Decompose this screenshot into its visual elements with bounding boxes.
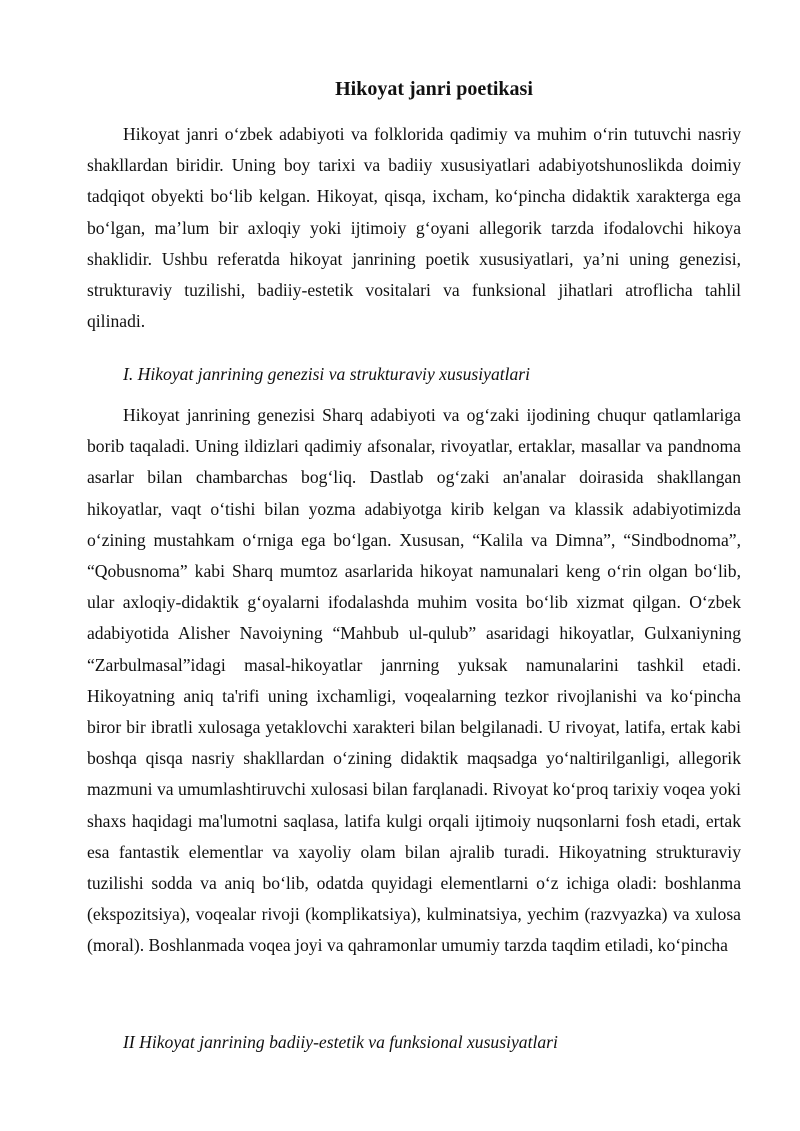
intro-paragraph: Hikoyat janri o‘zbek adabiyoti va folklorida qadimiy va muhim o‘rin tutuvchi nasriy shakllardan biridir. Uning boy tarixi va badiiy xususiyatlari adabiyotshunoslikda doimiy tadqiqot obyekti bo‘lib kelgan. Hikoyat, qisqa, ixcham, ko‘pincha didaktik xarakterga ega bo‘lgan, ma’lum bir axloqiy yoki ijtimoiy g‘oyani allegorik tarzda ifodalovchi hikoya shaklidir. Ushbu referatda hikoyat janrining poetik xususiyatlari, ya’ni uning genezisi, strukturaviy tuzilishi, badiiy-estetik vositalari va funksional jihatlari atroflicha tahlil qilinadi. [87,124,741,332]
section-heading-2: II Hikoyat janrining badiiy-estetik va funksional xususiyatlari [123,1032,558,1052]
section-1-paragraph: Hikoyat janrining genezisi Sharq adabiyoti va og‘zaki ijodining chuqur qatlamlariga borib taqaladi. Uning ildizlari qadimiy afsonalar, rivoyatlar, ertaklar, masallar va pandnoma asarlar bilan chambarchas bog‘liq. Dastlab og‘zaki an'analar doirasida shakllangan hikoyatlar, vaqt o‘tishi bilan yozma adabiyotga kirib kelgan va klassik adabiyotimizda o‘zining mustahkam o‘rniga ega bo‘lgan. Xususan, “Kalila va Dimna”, “Sindbodnoma”, “Qobusnoma” kabi Sharq mumtoz asarlarida hikoyat namunalari keng o‘rin olgan bo‘lib, ular axloqiy-didaktik g‘oyalarni ifodalashda muhim vosita bo‘lib xizmat qilgan. O‘zbek adabiyotida Alisher Navoiyning “Mahbub ul-qulub” asaridagi hikoyatlar, Gulxaniyning “Zarbulmasal”idagi masal-hikoyatlar janrning yuksak namunalarini tashkil etadi. Hikoyatning aniq ta'rifi uning ixchamligi, voqealarning tezkor rivojlanishi va ko‘pincha biror bir ibratli xulosaga yetaklovchi xarakteri bilan belgilanadi. U rivoyat, latifa, ertak kabi boshqa qisqa nasriy shakllardan o‘zining didaktik maqsadga yo‘naltirilganligi, allegorik mazmuni va umumlashtiruvchi xulosasi bilan farqlanadi. Rivoyat ko‘proq tarixiy voqea yoki shaxs haqidagi ma'lumotni saqlasa, latifa kulgi orqali ijtimoiy nuqsonlarni fosh etadi, ertak esa fantastik elementlar va xayoliy olam bilan ajralib turadi. Hikoyatning strukturaviy tuzilishi sodda va aniq bo‘lib, odatda quyidagi elementlarni o‘z ichiga oladi: boshlanma (ekspozitsiya), voqealar rivoji (komplikatsiya), kulminatsiya, yechim (razvyazka) va xulosa (moral). Boshlanmada voqea joyi va qahramonlar umumiy tarzda taqdim etiladi, ko‘pincha [87,405,741,956]
document-title: Hikoyat janri poetikasi [335,78,533,100]
section-heading-1: I. Hikoyat janrining genezisi va strukturaviy xususiyatlari [123,364,531,384]
